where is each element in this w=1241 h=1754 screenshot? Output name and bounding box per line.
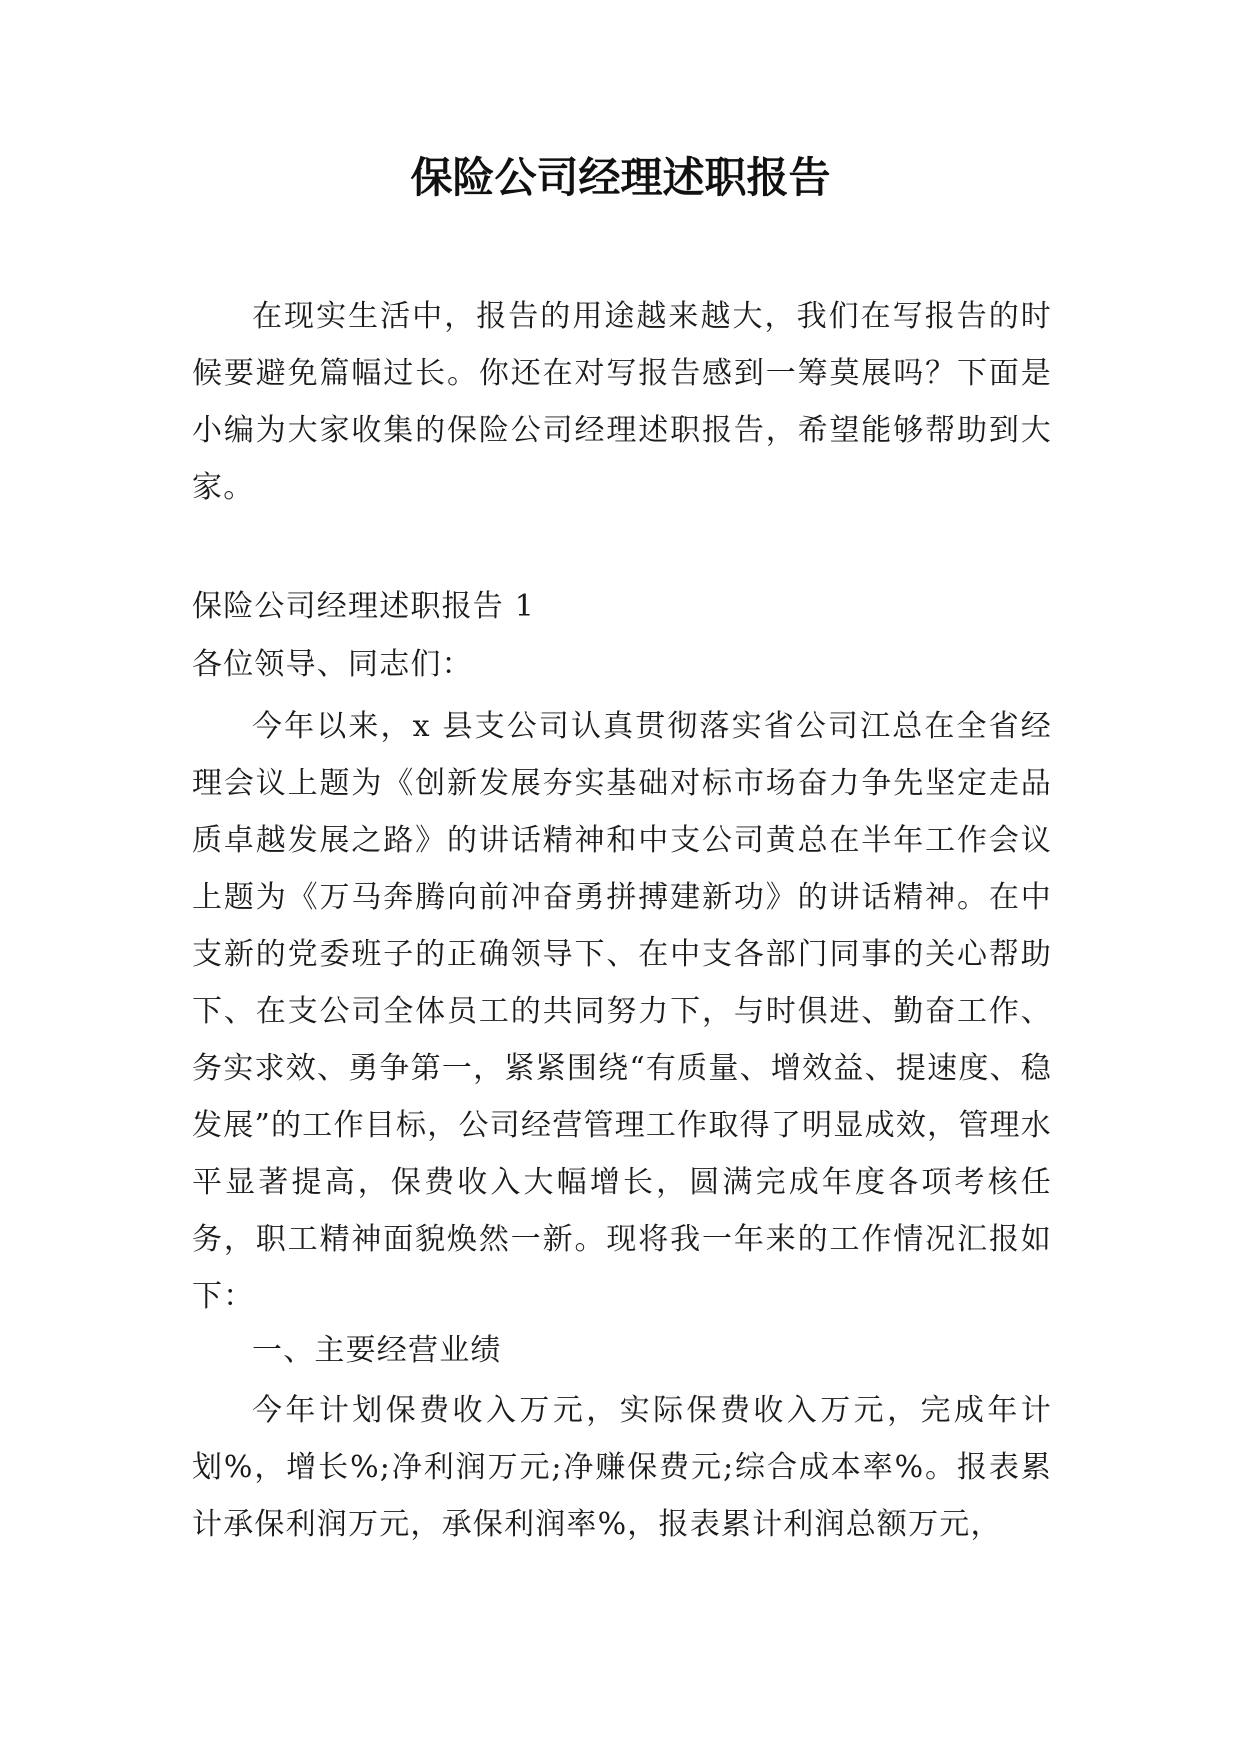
salutation: 各位领导、同志们： (192, 647, 473, 682)
document-title: 保险公司经理述职报告 (410, 153, 831, 202)
intro-paragraph: 在现实生活中，报告的用途越来越大，我们在写报告的时候要避免篇幅过长。你还在对写报告感到一筹莫展吗？下面是小编为大家收集的保险公司经理述职报告，希望能够帮助到大家。 (192, 299, 1052, 505)
section-heading-1: 一、主要经营业绩 (252, 1333, 502, 1368)
body-paragraph-1: 今年以来，x 县支公司认真贯彻落实省公司江总在全省经理会议上题为《创新发展夯实基础对标市场奋力争先坚定走品质卓越发展之路》的讲话精神和中支公司黄总在半年工作会议上题为《万马奔腾向前冲奋勇拼搏建新功》的讲话精神。在中支新的党委班子的正确领导下、在中支各部门同事的关心帮助下、在支公司全体员工的共同努力下，与时俱进、勤奋工作、务实求效、勇争第一，紧紧围绕“有质量、增效益、提速度、稳发展”的工作目标，公司经营管理工作取得了明显成效，管理水平显著提高，保费收入大幅增长，圆满完成年度各项考核任务，职工精神面貌焕然一新。现将我一年来的工作情况汇报如下： (192, 709, 1052, 1314)
body-paragraph-2: 今年计划保费收入万元，实际保费收入万元，完成年计划%，增长%;净利润万元;净赚保费元;综合成本率%。报表累计承保利润万元，承保利润率%，报表累计利润总额万元， (192, 1393, 1052, 1542)
report-heading: 保险公司经理述职报告 1 (192, 589, 536, 624)
